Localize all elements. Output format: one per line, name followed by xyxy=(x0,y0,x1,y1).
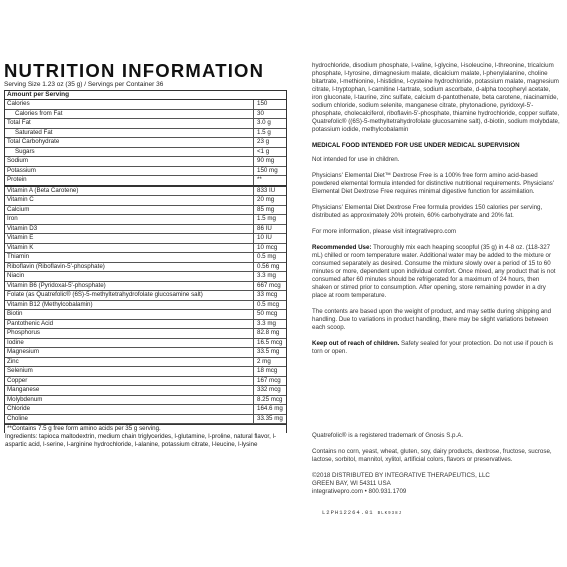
ingredients-continued: hydrochloride, disodium phosphate, l-valine, l-glycine, l-isoleucine, l-threonine, tricalcium phosphate, l-tyrosine, dimagnesium malate, dicalcium malate, l-phenylalanine, choline bitartrate, l-methionine, l-histidine, l-cysteine hydrochloride, potassium malate, magnesium citrate, l-tryptophan, l-carnitine l-tartrate, sodium ascorbate, d-alpha tocopheryl acetate, iron gluconate, l-taurine, zinc sulfate, calcium d-pantothenate, beta carotene, niacinamide, sodium chloride, sodium selenite, manganese citrate, phytonadione, pyridoxyl-5'-phosphate, cholecalciferol, riboflavin-5'-phosphate, thiamine hydrochloride, copper sulfate, Quatrefolic® ((6S)-5-methyltetrahydrofolate glucosamine salt), d-biotin, sodium molybdate, potassium iodide, methylcobalamin xyxy=(312,62,560,133)
keep-out-note xyxy=(312,340,560,356)
nutrient-value: <1 g xyxy=(253,148,285,157)
nutrient-label: Zinc xyxy=(7,357,19,365)
nutrient-label: Sodium xyxy=(7,157,28,164)
nutrient-label: Niacin xyxy=(7,272,25,279)
nutrient-value: 0.5 mcg xyxy=(253,301,285,310)
lot-code xyxy=(322,509,402,516)
nutrient-row xyxy=(5,405,286,415)
recommended-use-text: Thoroughly mix each heaping scoopful (35 g) in 4-8 oz. (118-327 mL) chilled or room temperature water. Additional water may be added to the mixture or consumed separately as desired. Consume the mixture slowly over a period of 15 to 60 minutes or more, dependent upon individual comfort. Once mixed, any product that is not consumed after 60 minutes should be refrigerated for a maximum of 24 hours, then shaken or stirred prior to consumption. After opening, store remaining powder in a dry place at room temperature. xyxy=(312,244,556,299)
nutrient-row xyxy=(5,367,286,377)
nutrient-label: Pantothenic Acid xyxy=(7,319,54,327)
ingredients-text: Ingredients: tapioca maltodextrin, medium chain triglycerides, l-glutamine, l-proline, natural flavor, l-aspartic acid, l-serine, l-arginine hydrochloride, l-alanine, potassium citrate, l-leucine, l-lysine xyxy=(5,433,276,448)
nutrient-value: 167 mcg xyxy=(253,377,285,386)
nutrient-label: Folate (as Quatrefolic® (6S)-5-methyltetrahydrofolate glucosamine salt) xyxy=(7,291,203,298)
nutrient-value: 3.3 mg xyxy=(253,272,285,281)
nutrient-row xyxy=(5,100,286,110)
nutrient-label: Protein xyxy=(7,176,27,183)
nutrient-row xyxy=(5,206,286,216)
nutrient-label: Magnesium xyxy=(7,348,39,355)
nutrient-label: Calories from Fat xyxy=(15,109,63,117)
nutrient-value: 10 IU xyxy=(253,234,285,243)
nutrient-label: Phosphorus xyxy=(7,329,41,336)
nutrient-value: 2 mg xyxy=(253,358,285,367)
nutrient-label: Choline xyxy=(7,414,28,422)
nutrient-row xyxy=(5,176,286,187)
info-link-text: For more information, please visit integrativepro.com xyxy=(312,228,457,235)
nutrient-value: 667 mcg xyxy=(253,282,285,291)
nutrient-row xyxy=(5,320,286,330)
nutrient-row xyxy=(5,148,286,158)
nutrient-label: Molybdenum xyxy=(7,395,43,403)
nutrient-value: 30 xyxy=(253,110,285,119)
nutrient-label: Calories xyxy=(7,100,30,107)
nutrient-value: 8.25 mcg xyxy=(253,396,285,405)
copyright-line: ©2018 DISTRIBUTED BY INTEGRATIVE THERAPEUTICS, LLC xyxy=(312,472,490,479)
nutrition-table xyxy=(4,90,287,433)
nutrient-row xyxy=(5,396,286,406)
medical-food-heading: MEDICAL FOOD INTENDED FOR USE UNDER MEDICAL SUPERVISION xyxy=(312,142,520,149)
keep-out-text: Safety sealed for your protection. Do not use if pouch is torn or open. xyxy=(312,340,554,355)
nutrient-value: 86 IU xyxy=(253,225,285,234)
nutrient-label: Vitamin K xyxy=(7,243,34,251)
nutrient-row xyxy=(5,291,286,301)
nutrient-value: 1.5 mg xyxy=(253,215,285,224)
nutrient-label: Saturated Fat xyxy=(15,128,53,136)
nutrient-label: Vitamin A (Beta Carotene) xyxy=(7,186,79,194)
nutrient-row xyxy=(5,310,286,320)
nutrient-value: 3.0 g xyxy=(253,119,285,128)
nutrient-value: 0.56 mg xyxy=(253,263,285,272)
nutrient-label: Riboflavin (Riboflavin-5'-phosphate) xyxy=(7,262,105,270)
nutrient-value: 833 IU xyxy=(253,187,285,196)
nutrient-row xyxy=(5,110,286,120)
nutrient-label: Thiamin xyxy=(7,253,30,260)
nutrient-row xyxy=(5,348,286,358)
nutrient-row xyxy=(5,129,286,139)
nutrient-label: Calcium xyxy=(7,205,30,213)
nutrient-row xyxy=(5,167,286,177)
nutrient-label: Vitamin B12 (Methylcobalamin) xyxy=(7,300,93,308)
nutrient-value: 90 mg xyxy=(253,157,285,166)
address-line: GREEN BAY, WI 54311 USA xyxy=(312,480,391,487)
nutrient-row xyxy=(5,244,286,254)
nutrient-label: Vitamin C xyxy=(7,196,34,203)
nutrient-row xyxy=(5,215,286,225)
nutrient-label: Selenium xyxy=(7,367,33,374)
trademark-note: Quatrefolic® is a registered trademark of Gnosis S.p.A. xyxy=(312,432,464,439)
nutrient-value: 10 mcg xyxy=(253,244,285,253)
nutrient-label: Manganese xyxy=(7,386,40,393)
nutrient-row xyxy=(5,377,286,387)
nutrient-row xyxy=(5,225,286,235)
nutrient-label: Sugars xyxy=(15,147,35,155)
nutrient-row xyxy=(5,138,286,148)
recommended-use-label: Recommended Use: xyxy=(312,244,372,251)
nutrient-row xyxy=(5,301,286,311)
nutrient-rows xyxy=(5,100,286,424)
not-intended-text: Not intended for use in children. xyxy=(312,156,400,163)
lot-code-main: L2PH12264.01 xyxy=(322,509,374,516)
nutrient-value: 18 mcg xyxy=(253,367,285,376)
description-1: Physicians' Elemental Diet™ Dextrose Free is a 100% free form amino acid-based powdered elemental formula intended for distinctive nutritional requirements. Physicians' Elemental Diet Dextrose Free requires minimal digestive function for assimilation. xyxy=(312,172,554,195)
nutrient-row xyxy=(5,253,286,263)
nutrient-label: Copper xyxy=(7,376,28,384)
description-2: Physicians' Elemental Diet Dextrose Free formula provides 150 calories per serving, distributed as approximately 20% protein, 60% carbohydrate and 20% fat. xyxy=(312,204,543,219)
nutrient-value: 33 mcg xyxy=(253,291,285,300)
nutrient-label: Biotin xyxy=(7,310,23,317)
footnote: **Contains 7.5 g free form amino acids per 35 g serving. xyxy=(5,424,286,433)
nutrient-value: ** xyxy=(253,176,285,185)
amount-header: Amount per Serving xyxy=(5,91,286,100)
nutrient-label: Potassium xyxy=(7,166,36,174)
nutrient-row xyxy=(5,263,286,273)
nutrient-value: 3.3 mg xyxy=(253,320,285,329)
nutrient-value: 23 g xyxy=(253,138,285,147)
nutrient-row xyxy=(5,329,286,339)
nutrient-label: Vitamin D3 xyxy=(7,224,38,232)
nutrient-label: Vitamin B6 (Pyridoxal-5'-phosphate) xyxy=(7,281,106,289)
nutrient-label: Chloride xyxy=(7,405,31,412)
nutrition-title: NUTRITION INFORMATION xyxy=(4,60,265,81)
nutrient-label: Total Carbohydrate xyxy=(7,138,60,145)
nutrient-label: Iodine xyxy=(7,338,24,346)
nutrient-value: 33.35 mg xyxy=(253,415,285,424)
serving-size: Serving Size 1.23 oz (35 g) / Servings per Container 36 xyxy=(4,81,164,88)
nutrient-row xyxy=(5,339,286,349)
nutrient-value: 20 mg xyxy=(253,196,285,205)
nutrient-label: Vitamin E xyxy=(7,234,34,241)
nutrient-row xyxy=(5,386,286,396)
nutrient-row xyxy=(5,187,286,197)
free-of-note: Contains no corn, yeast, wheat, gluten, soy, dairy products, dextrose, fructose, sucrose, lactose, sorbitol, mannitol, xylitol, artificial colors, flavors or preservatives. xyxy=(312,448,552,463)
nutrient-value: 85 mg xyxy=(253,206,285,215)
nutrient-value: 332 mcg xyxy=(253,386,285,395)
lower-right-block xyxy=(312,432,560,496)
contents-note: The contents are based upon the weight of product, and may settle during shipping and handling. Due to variations in product handling, there may be slight variations between each scoop. xyxy=(312,308,552,331)
nutrient-row xyxy=(5,234,286,244)
nutrient-value: 150 mg xyxy=(253,167,285,176)
nutrient-value: 150 xyxy=(253,100,285,109)
lot-code-sub: BLK938J xyxy=(377,512,403,516)
nutrient-row xyxy=(5,119,286,129)
nutrition-panel xyxy=(4,62,287,448)
nutrient-row xyxy=(5,282,286,292)
right-column xyxy=(312,62,560,364)
nutrient-row xyxy=(5,157,286,167)
nutrient-row xyxy=(5,272,286,282)
keep-out-label: Keep out of reach of children. xyxy=(312,340,400,347)
nutrient-value: 0.5 mg xyxy=(253,253,285,262)
nutrient-value: 1.5 g xyxy=(253,129,285,138)
nutrient-row xyxy=(5,358,286,368)
nutrient-label: Total Fat xyxy=(7,119,31,126)
nutrient-row xyxy=(5,415,286,425)
nutrient-value: 16.5 mcg xyxy=(253,339,285,348)
recommended-use xyxy=(312,244,560,300)
nutrient-label: Iron xyxy=(7,215,18,222)
nutrient-value: 82.8 mg xyxy=(253,329,285,338)
nutrient-row xyxy=(5,196,286,206)
nutrient-value: 33.5 mg xyxy=(253,348,285,357)
contact-line: integrativepro.com • 800.931.1709 xyxy=(312,488,407,495)
nutrient-value: 50 mcg xyxy=(253,310,285,319)
nutrient-value: 164.6 mg xyxy=(253,405,285,414)
